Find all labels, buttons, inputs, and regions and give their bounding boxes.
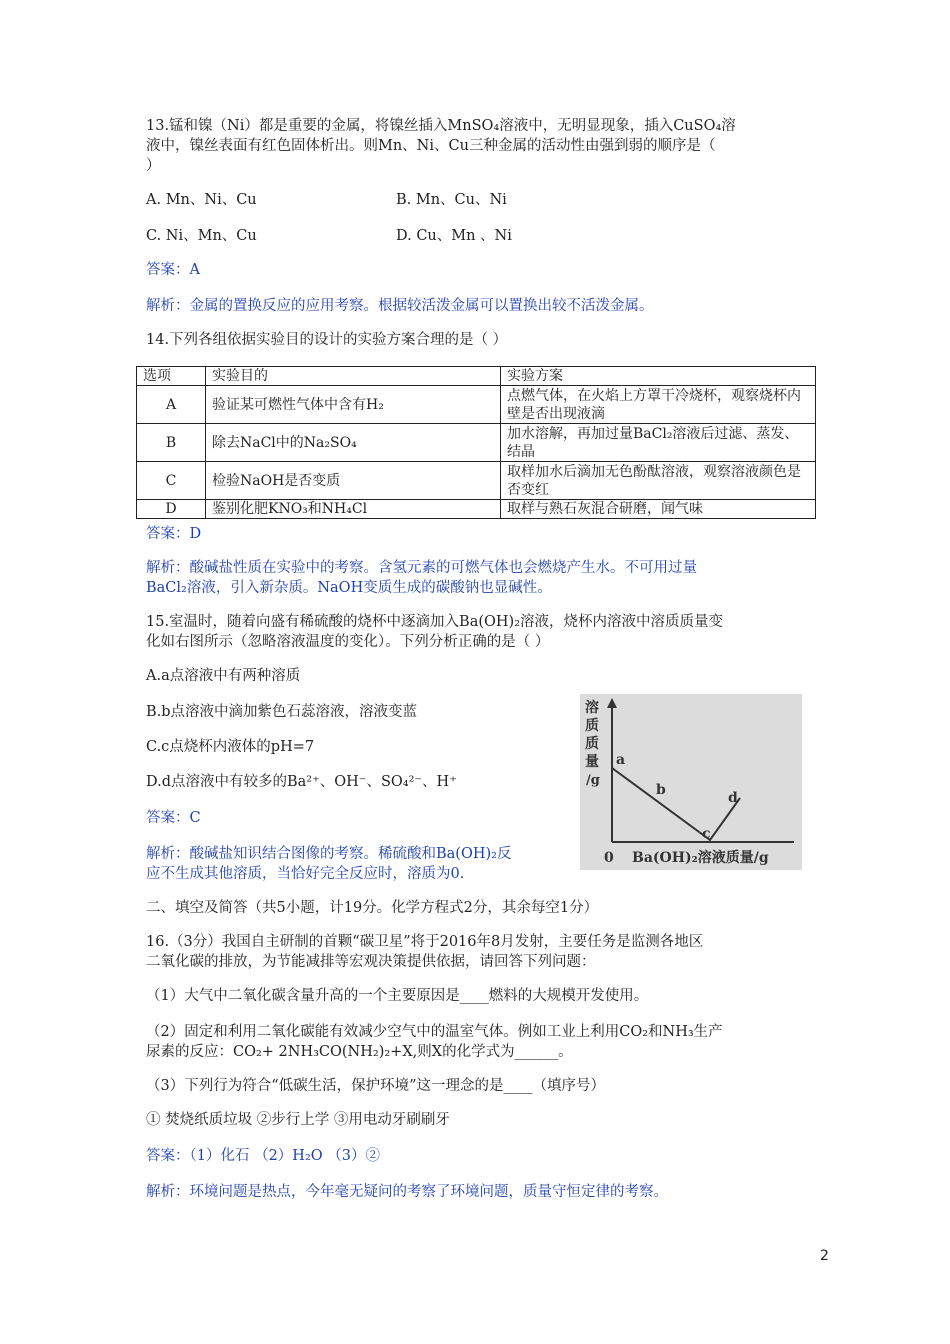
point-c-label: c [702,826,711,842]
experiment-table [136,366,816,519]
q14-title: 14.下列各组依据实验目的设计的实验方案合理的是（ ） [146,332,508,348]
solute-mass-graph [580,694,802,870]
origin-label: 0 [604,850,614,866]
q14-answer: 答案：D [146,526,202,542]
y-axis-arrow [607,698,617,708]
q13-line-2: 液中，镍丝表面有红色固体析出。则Mn、Ni、Cu三种金属的活动性由强到弱的顺序是（ [146,138,716,154]
y-label-char-1: 溶 [585,700,599,716]
q14-analysis-line-2: BaCl₂溶液，引入新杂质。NaOH变质生成的碳酸钠也显碱性。 [146,580,552,596]
y-label-unit: /g [586,773,600,788]
q16-line-2: 二氧化碳的排放，为节能减排等宏观决策提供依据，请回答下列问题： [146,954,596,970]
q15-line-2: 化如右图所示（忽略溶液温度的变化）。下列分析正确的是（ ） [146,634,550,650]
point-a-label: a [616,752,626,768]
q13-analysis: 解析：金属的置换反应的应用考察。根据较活泼金属可以置换出较不活泼金属。 [146,298,654,314]
q13-line-1: 13.锰和镍（Ni）都是重要的金属，将镍丝插入MnSO₄溶液中，无明显现象，插入CuSO₄溶 [146,118,736,134]
q15-analysis-line-2: 应不生成其他溶质，当恰好完全反应时，溶质为0. [146,866,465,882]
row-plan: 加水溶解，再加过量BaCl₂溶液后过滤、蒸发、结晶 [501,424,816,462]
q16-answer: 答案：（1）化石 （2）H₂O （3）② [146,1148,380,1164]
point-b-label: b [656,782,666,798]
page-number: 2 [820,1248,829,1264]
section-2-heading: 二、填空及简答（共5小题，计19分。化学方程式2分，其余每空1分） [146,900,599,916]
q13-answer: 答案：A [146,262,200,278]
q16-analysis: 解析：环境问题是热点，今年毫无疑问的考察了环境问题，质量守恒定律的考察。 [146,1184,668,1200]
table-row [137,424,816,462]
q13-option-b: B. Mn、Cu、Ni [396,192,507,208]
row-goal: 检验NaOH是否变质 [206,462,501,500]
q14-analysis-line-1: 解析：酸碱盐性质在实验中的考察。含氢元素的可燃气体也会燃烧产生水。不可用过量 [146,560,697,576]
y-label-char-4: 量 [585,754,599,770]
row-plan: 点燃气体，在火焰上方罩干冷烧杯，观察烧杯内壁是否出现液滴 [501,386,816,424]
table-row [137,386,816,424]
table-header-row [137,367,816,386]
header-option: 选项 [137,367,206,386]
q13-option-a: A. Mn、Ni、Cu [146,192,257,208]
row-plan: 取样与熟石灰混合研磨，闻气味 [501,500,816,519]
row-goal: 验证某可燃性气体中含有H₂ [206,386,501,424]
table-row [137,500,816,519]
q16-choices: ① 焚烧纸质垃圾 ②步行上学 ③用电动牙刷刷牙 [146,1112,450,1128]
y-label-char-3: 质 [585,736,599,752]
row-option: D [137,500,206,519]
row-option: A [137,386,206,424]
q13-option-d: D. Cu、Mn 、Ni [396,228,512,244]
row-option: C [137,462,206,500]
q16-line-1: 16.（3分）我国自主研制的首颗“碳卫星”将于2016年8月发射，主要任务是监测各地区 [146,934,704,950]
q13-line-3: ） [146,158,161,174]
row-plan: 取样加水后滴加无色酚酞溶液，观察溶液颜色是否变红 [501,462,816,500]
y-label-char-2: 质 [585,718,599,734]
row-goal: 鉴别化肥KNO₃和NH₄Cl [206,500,501,519]
table-row [137,462,816,500]
q15-answer: 答案：C [146,810,201,826]
q15-option-b: B.b点溶液中滴加紫色石蕊溶液，溶液变蓝 [146,704,418,720]
q16-part-2-line-1: （2）固定和利用二氧化碳能有效减少空气中的温室气体。例如工业上利用CO₂和NH₃生产 [146,1024,723,1040]
graph-svg [580,694,802,870]
q15-option-d: D.d点溶液中有较多的Ba²⁺、OH⁻、SO₄²⁻、H⁺ [146,774,457,790]
header-plan: 实验方案 [501,367,816,386]
header-goal: 实验目的 [206,367,501,386]
q16-part-1: （1）大气中二氧化碳含量升高的一个主要原因是____燃料的大规模开发使用。 [146,988,649,1004]
row-goal: 除去NaCl中的Na₂SO₄ [206,424,501,462]
row-option: B [137,424,206,462]
q13-option-c: C. Ni、Mn、Cu [146,228,257,244]
point-d-label: d [728,790,738,806]
q15-line-1: 15.室温时，随着向盛有稀硫酸的烧杯中逐滴加入Ba(OH)₂溶液，烧杯内溶液中溶质质量变 [146,614,724,630]
solute-mass-curve [612,768,740,840]
q16-part-2-line-2: 尿素的反应：CO₂+ 2NH₃CO(NH₂)₂+X,则X的化学式为______。 [146,1044,573,1060]
q15-analysis-line-1: 解析：酸碱盐知识结合图像的考察。稀硫酸和Ba(OH)₂反 [146,846,512,862]
q15-option-a: A.a点溶液中有两种溶质 [146,668,301,684]
x-axis-label: Ba(OH)₂溶液质量/g [632,850,769,866]
q15-option-c: C.c点烧杯内液体的pH=7 [146,739,315,755]
q16-part-3: （3）下列行为符合“低碳生活，保护环境”这一理念的是____（填序号） [146,1078,606,1094]
